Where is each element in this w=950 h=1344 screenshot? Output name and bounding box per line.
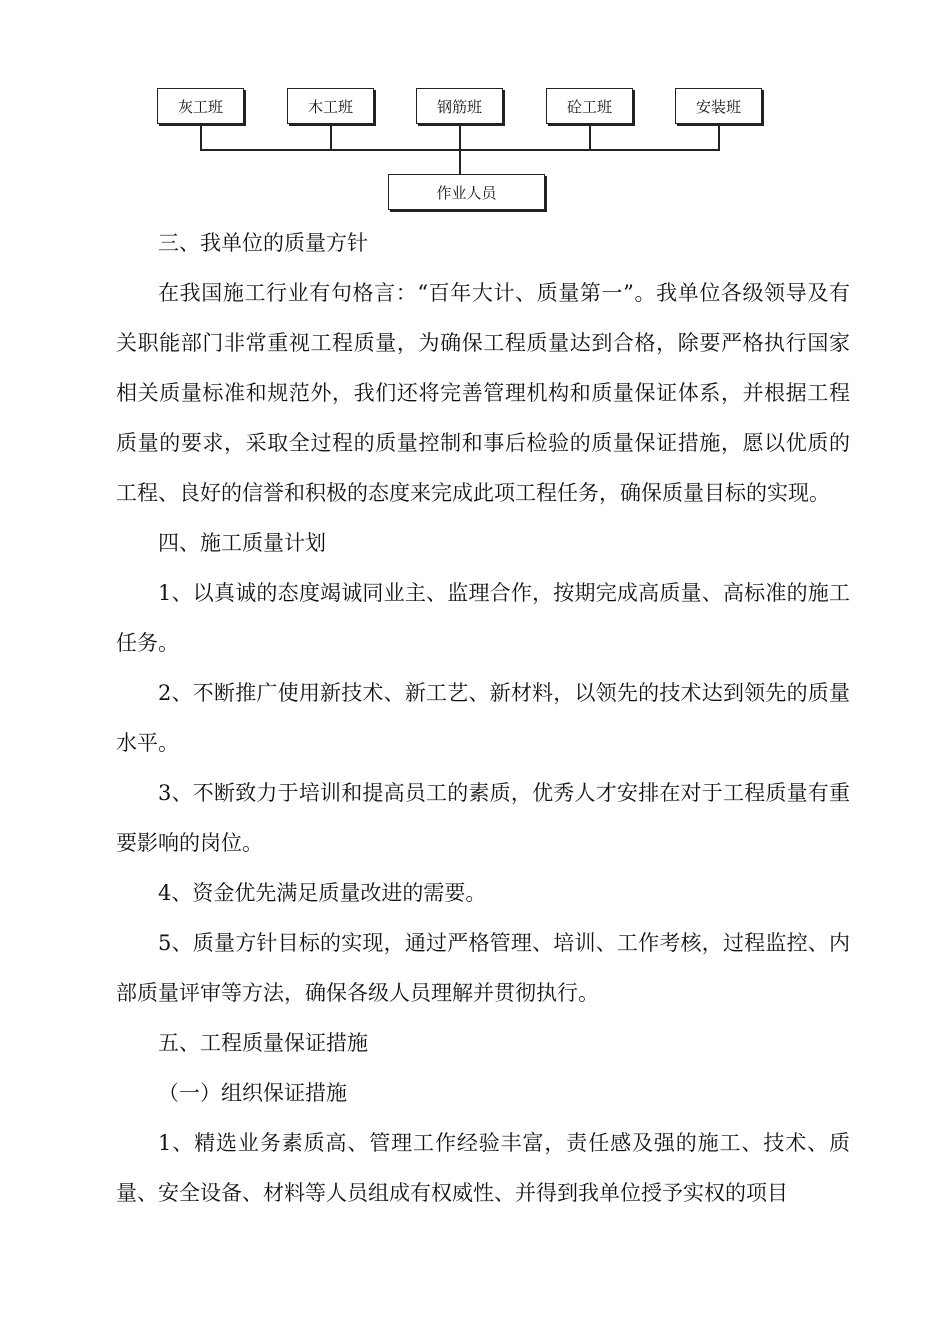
section-4-heading: 四、施工质量计划 (158, 531, 326, 555)
subsection-1-heading: （一）组织保证措施 (158, 1081, 347, 1105)
connector-drop-2 (330, 124, 332, 150)
section-5-heading: 五、工程质量保证措施 (158, 1031, 368, 1055)
connector-horizontal (200, 149, 720, 151)
team-box-plaster: 灰工班 (157, 88, 244, 124)
plan-item-1: 1、以真诚的态度竭诚同业主、监理合作，按期完成高质量、高标准的施工任务。 (116, 581, 850, 655)
section-3-heading: 三、我单位的质量方针 (158, 231, 368, 255)
workers-box: 作业人员 (388, 174, 545, 210)
team-box-installation: 安装班 (675, 88, 762, 124)
plan-item-2: 2、不断推广使用新技术、新工艺、新材料，以领先的技术达到领先的质量水平。 (116, 681, 850, 755)
plan-item-5: 5、质量方针目标的实现，通过严格管理、培训、工作考核，过程监控、内部质量评审等方法，确保各级人员理解并贯彻执行。 (116, 931, 850, 1005)
team-box-concrete: 砼工班 (546, 88, 633, 124)
organization-item-1: 1、精选业务素质高、管理工作经验丰富，责任感及强的施工、技术、质量、安全设备、材料等人员组成有权威性、并得到我单位授予实权的项目 (116, 1131, 850, 1205)
plan-item-4: 4、资金优先满足质量改进的需要。 (158, 881, 487, 905)
connector-drop-4 (589, 124, 591, 150)
plan-item-3: 3、不断致力于培训和提高员工的素质，优秀人才安排在对于工程质量有重要影响的岗位。 (116, 781, 850, 855)
section-3-paragraph: 在我国施工行业有句格言：“百年大计、质量第一”。我单位各级领导及有关职能部门非常重视工程质量，为确保工程质量达到合格，除要严格执行国家相关质量标准和规范外，我们还将完善管理机构和质量保证体系，并根据工程质量的要求，采取全过程的质量控制和事后检验的质量保证措施，愿以优质的工程、良好的信誉和积极的态度来完成此项工程任务，确保质量目标的实现。 (116, 281, 850, 505)
connector-drop-1 (200, 124, 202, 150)
connector-drop-5 (718, 124, 720, 150)
team-box-rebar: 钢筋班 (416, 88, 503, 124)
document-body (116, 218, 850, 1218)
team-box-carpentry: 木工班 (287, 88, 374, 124)
